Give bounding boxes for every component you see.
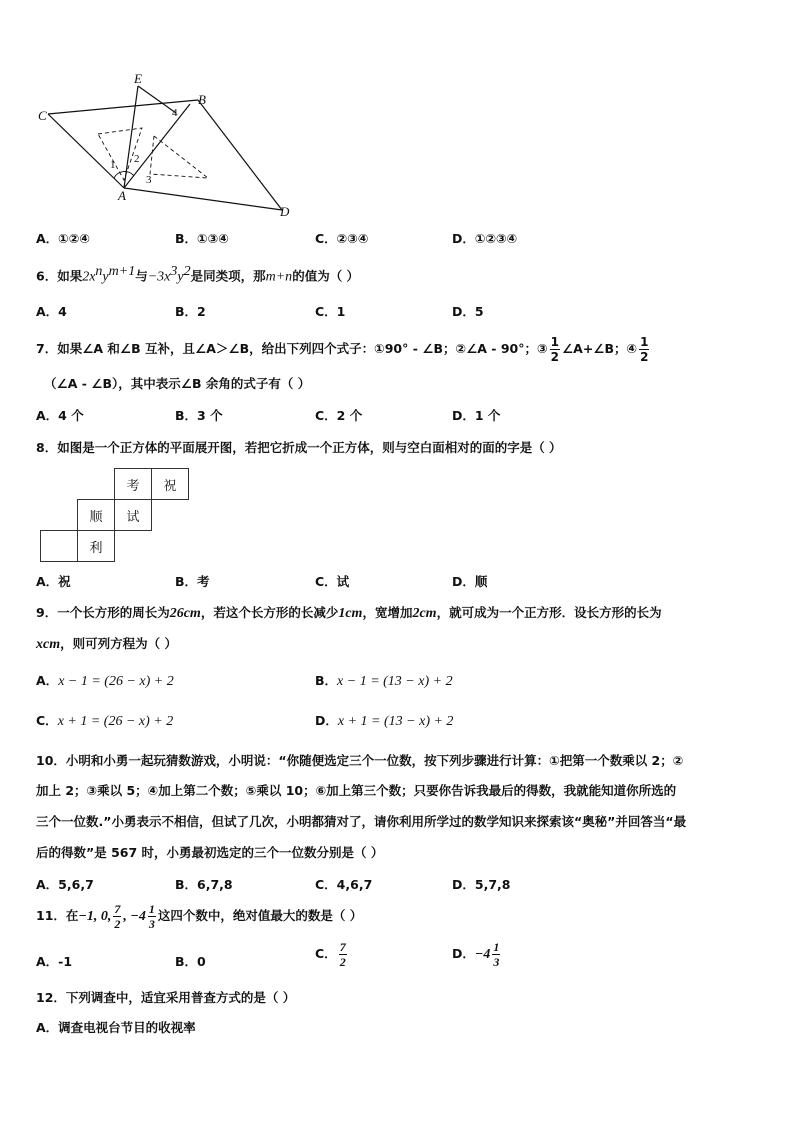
q7-option-b[interactable]: B．3 个 [175,408,223,423]
fraction-half: $\frac{1}{2}$ [550,335,559,364]
net-cell: 考 [115,469,152,500]
q10-option-a[interactable]: A．5,6,7 [36,877,94,892]
line-ad [124,188,282,210]
q5-option-d[interactable]: D．①②③④ [452,231,518,246]
q9-line2: xcm，则可列方程为（ ） [36,636,177,652]
q6-option-d[interactable]: D．5 [452,304,484,319]
cube-net [40,468,189,562]
q7-option-c[interactable]: C．2 个 [315,408,363,423]
net-cell-blank [41,531,78,562]
q7-option-a[interactable]: A．4 个 [36,408,84,423]
q8-question: 8．如图是一个正方体的平面展开图，若把它折成一个正方体，则与空白面相对的面的字是（ ） [36,440,562,455]
net-cell: 祝 [152,469,189,500]
net-cell: 利 [78,531,115,562]
q10-option-b[interactable]: B．6,7,8 [175,877,233,892]
label-E: E [134,71,142,86]
q9-option-d[interactable]: D．x + 1 = (13 − x) + 2 [315,713,454,729]
q9-option-a[interactable]: A．x − 1 = (26 − x) + 2 [36,673,174,689]
fraction-half: $\frac{1}{2}$ [640,335,649,364]
label-4: 4 [172,107,178,119]
q6-question: 6．如果$2x^ny^{m+1}$与$-3x^3y^2$是同类项，那m+n的值为（ ） [36,264,360,285]
q11-option-c[interactable]: C． $\frac{7}{2}$ [315,940,346,969]
q5-option-a[interactable]: A．①②④ [36,231,90,246]
q8-option-d[interactable]: D．顺 [452,574,488,589]
label-A: A [118,188,126,203]
q9-line1: 9．一个长方形的周长为26cm，若这个长方形的长减少1cm，宽增加2cm，就可成为一个正方形．设长方形的长为 [36,605,662,621]
geometry-figure [30,70,300,220]
q11-option-a[interactable]: A．-1 [36,954,73,969]
label-D: D [280,204,290,219]
angle-arc [114,172,134,178]
fraction-one-third: $\frac{1}{3}$ [493,940,500,969]
q7-option-d[interactable]: D．1 个 [452,408,501,423]
q8-option-b[interactable]: B．考 [175,574,210,589]
net-cell: 试 [115,500,152,531]
q12-question: 12．下列调查中，适宜采用普查方式的是（ ） [36,990,296,1005]
q6-option-c[interactable]: C．1 [315,304,346,319]
q7-line2: （∠A - ∠B），其中表示∠B 余角的式子有（ ） [44,376,311,391]
label-2: 2 [134,153,140,165]
line-bd [198,100,282,210]
q5-option-b[interactable]: B．①③④ [175,231,229,246]
q10-option-c[interactable]: C．4,6,7 [315,877,373,892]
fraction-seven-halves: $\frac{7}{2}$ [114,902,121,931]
label-B: B [198,92,206,107]
q11-option-d[interactable]: D．−4 $\frac{1}{3}$ [452,940,500,969]
q11-option-b[interactable]: B．0 [175,954,206,969]
line-e-ext [138,86,176,113]
q6-option-a[interactable]: A．4 [36,304,67,319]
q7-line1: 7．如果∠A 和∠B 互补，且∠A＞∠B，给出下列四个式子：①90° - ∠B；②∠A - 90°；③ $\frac{1}{2}$ ∠A+∠B；④ $\frac{1}{2}$ [36,335,649,364]
q6-option-b[interactable]: B．2 [175,304,206,319]
label-1: 1 [110,159,116,171]
q9-option-c[interactable]: C．x + 1 = (26 − x) + 2 [36,713,174,729]
q11-question: 11．在−1, 0, $\frac{7}{2}$ , −4 $\frac{1}{3}$ 这四个数中，绝对值最大的数是（ ） [36,902,363,931]
q10-option-d[interactable]: D．5,7,8 [452,877,511,892]
q12-option-a[interactable]: A．调查电视台节目的收视率 [36,1020,196,1035]
q8-option-a[interactable]: A．祝 [36,574,71,589]
label-3: 3 [146,174,152,186]
q10-line1: 10．小明和小勇一起玩猜数游戏，小明说：“你随便选定三个一位数，按下列步骤进行计算：①把第一个数乘以 2；② [36,753,684,768]
fraction-seven-halves: $\frac{7}{2}$ [339,940,346,969]
q5-option-c[interactable]: C．②③④ [315,231,369,246]
q8-option-c[interactable]: C．试 [315,574,350,589]
label-C: C [38,108,47,123]
fraction-one-third: $\frac{1}{3}$ [148,902,155,931]
line-ca [48,114,124,188]
q10-line3: 三个一位数.”小勇表示不相信，但试了几次，小明都猜对了，请你利用所学过的数学知识来探索该“奥秘”并回答当“最 [36,814,687,829]
q10-line2: 加上 2；③乘以 5；④加上第二个数；⑤乘以 10；⑥加上第三个数；只要你告诉我最后的得数，我就能知道你所选的 [36,783,677,798]
q9-option-b[interactable]: B．x − 1 = (13 − x) + 2 [315,673,453,689]
dashed-triangle-2 [150,136,208,178]
net-cell: 顺 [78,500,115,531]
q10-line4: 后的得数”是 567 时，小勇最初选定的三个一位数分别是（ ） [36,845,384,860]
